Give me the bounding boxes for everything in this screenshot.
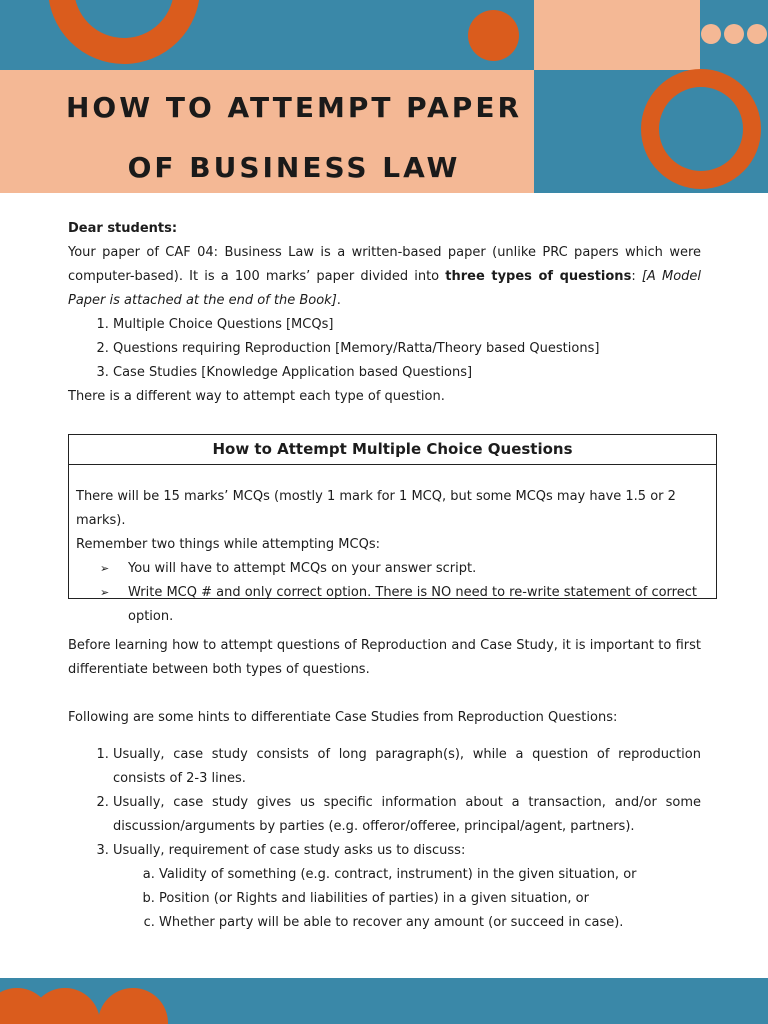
- arrow-bullet-icon: ➢: [100, 562, 110, 575]
- differentiate-paragraph: Before learning how to attempt questions of Reproduction and Case Study, it is important to first differentiate between both types of questions.: [68, 638, 701, 677]
- hints-list: [68, 743, 701, 935]
- banner-peach-block: [534, 0, 700, 70]
- list-item: c. Whether party will be able to recover any amount (or succeed in case).: [159, 911, 701, 935]
- mcq-line-1: There will be 15 marks’ MCQs (mostly 1 mark for 1 MCQ, but some MCQs may have 1.5 or 2 marks).: [76, 489, 676, 528]
- mcq-box: [68, 434, 717, 624]
- intro-section: [68, 217, 701, 409]
- intro-period: .: [336, 293, 341, 308]
- mcq-line-2: Remember two things while attempting MCQs:: [76, 537, 380, 552]
- title-line-2: OF BUSINESS LAW: [127, 151, 461, 184]
- list-item: 1. Usually, case study consists of long paragraph(s), while a question of reproduction consists of 2-3 lines.: [113, 743, 701, 791]
- intro-bold-text: three types of questions: [445, 269, 632, 284]
- bullet-text: Write MCQ # and only correct option. There is NO need to re-write statement of correct option.: [128, 585, 697, 624]
- hint-text: Usually, requirement of case study asks us to discuss:: [113, 843, 466, 858]
- list-item: 1. Multiple Choice Questions [MCQs]: [113, 313, 701, 337]
- list-item: 2. Questions requiring Reproduction [Memory/Ratta/Theory based Questions]: [113, 337, 701, 361]
- intro-paragraph: [68, 241, 701, 313]
- intro-closing: There is a different way to attempt each type of question.: [68, 389, 445, 404]
- peach-dot-decoration: [701, 24, 721, 44]
- intro-italic-text: [A Model Paper is attached at the end of the Book]: [68, 269, 702, 308]
- hints-intro: Following are some hints to differentiate Case Studies from Reproduction Questions:: [68, 710, 618, 725]
- orange-dot-decoration: [468, 10, 519, 61]
- title-line-1: HOW TO ATTEMPT PAPER: [65, 91, 523, 124]
- intro-text: Your paper of CAF 04: Business Law is a written-based paper (unlike PRC papers which were computer-based). It is a 100 marks’ paper divided into: [68, 245, 701, 284]
- bullet-text: You will have to attempt MCQs on your answer script.: [128, 561, 477, 576]
- greeting: [68, 217, 701, 241]
- orange-circle-decoration: [30, 988, 100, 1024]
- page-title: [0, 78, 588, 193]
- list-item: b. Position (or Rights and liabilities of parties) in a given situation, or: [159, 887, 701, 911]
- orange-ring-decoration: [641, 69, 761, 189]
- list-item: 3. Case Studies [Knowledge Application based Questions]: [113, 361, 701, 385]
- peach-dot-decoration: [747, 24, 767, 44]
- greeting-text: Dear students:: [68, 221, 178, 236]
- list-item: [113, 839, 701, 935]
- differentiate-section: [68, 621, 701, 935]
- arrow-bullet-icon: ➢: [100, 586, 110, 599]
- header-banner: [0, 0, 768, 193]
- mcq-box-body: [69, 465, 716, 629]
- orange-circle-decoration: [98, 988, 168, 1024]
- mcq-box-heading: How to Attempt Multiple Choice Questions: [69, 435, 716, 465]
- subhints-list: [113, 863, 701, 935]
- list-item: 2. Usually, case study gives us specific information about a transaction, and/or some discussion/arguments by parties (e.g. offeror/offeree, principal/agent, partners).: [113, 791, 701, 839]
- intro-colon: :: [631, 269, 642, 284]
- mcq-bullet-list: [76, 557, 716, 629]
- list-item: [100, 557, 716, 581]
- footer-banner: [0, 978, 768, 1024]
- question-types-list: [68, 313, 701, 385]
- peach-dot-decoration: [724, 24, 744, 44]
- list-item: a. Validity of something (e.g. contract, instrument) in the given situation, or: [159, 863, 701, 887]
